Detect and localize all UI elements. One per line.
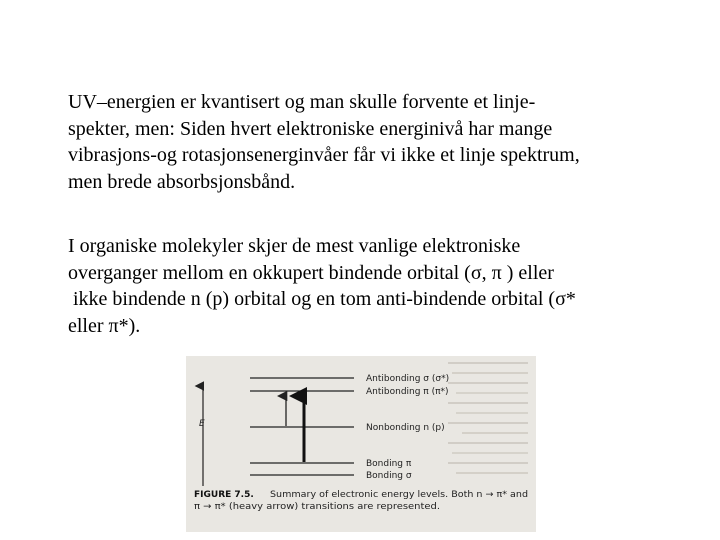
paragraph-line: men brede absorbsjonsbånd. xyxy=(68,170,296,193)
paragraph-line: vibrasjons-og rotasjonsenerginvåer får vi ikke et linje spektrum, xyxy=(68,144,580,166)
paragraph-line: UV–energien er kvantisert og man skulle forvente et linje- xyxy=(68,91,536,113)
paragraph-line: I organiske molekyler skjer de mest vanlige elektroniske xyxy=(68,235,521,257)
level-label: Bonding σ xyxy=(366,471,412,481)
paragraph-line: ikke bindende n (p) orbital og en tom anti-bindende orbital (σ* xyxy=(68,288,576,310)
level-label: Nonbonding n (p) xyxy=(366,423,445,433)
paragraph-line: spekter, men: Siden hvert elektroniske energinivå har mange xyxy=(68,117,553,140)
axis-label-e: E xyxy=(199,419,205,429)
level-label: Bonding π xyxy=(366,459,412,469)
figure-caption-line-1: Summary of electronic energy levels. Both n → π* and xyxy=(270,490,528,500)
figure-caption-line-2: π → π* (heavy arrow) transitions are represented. xyxy=(194,502,440,512)
paragraph-line: eller π*). xyxy=(68,314,141,337)
paragraph-line: overganger mellom en okkupert bindende orbital (σ, π ) eller xyxy=(68,261,554,284)
energy-level-figure xyxy=(186,356,536,532)
level-label: Antibonding σ (σ*) xyxy=(366,374,450,384)
energy-diagram xyxy=(186,356,536,532)
level-label: Antibonding π (π*) xyxy=(366,387,449,397)
paragraph-uv-energy xyxy=(68,89,708,195)
bleed-through-texture xyxy=(448,362,528,474)
paragraph-transitions xyxy=(68,233,708,339)
figure-caption-prefix: FIGURE 7.5. xyxy=(194,490,254,500)
